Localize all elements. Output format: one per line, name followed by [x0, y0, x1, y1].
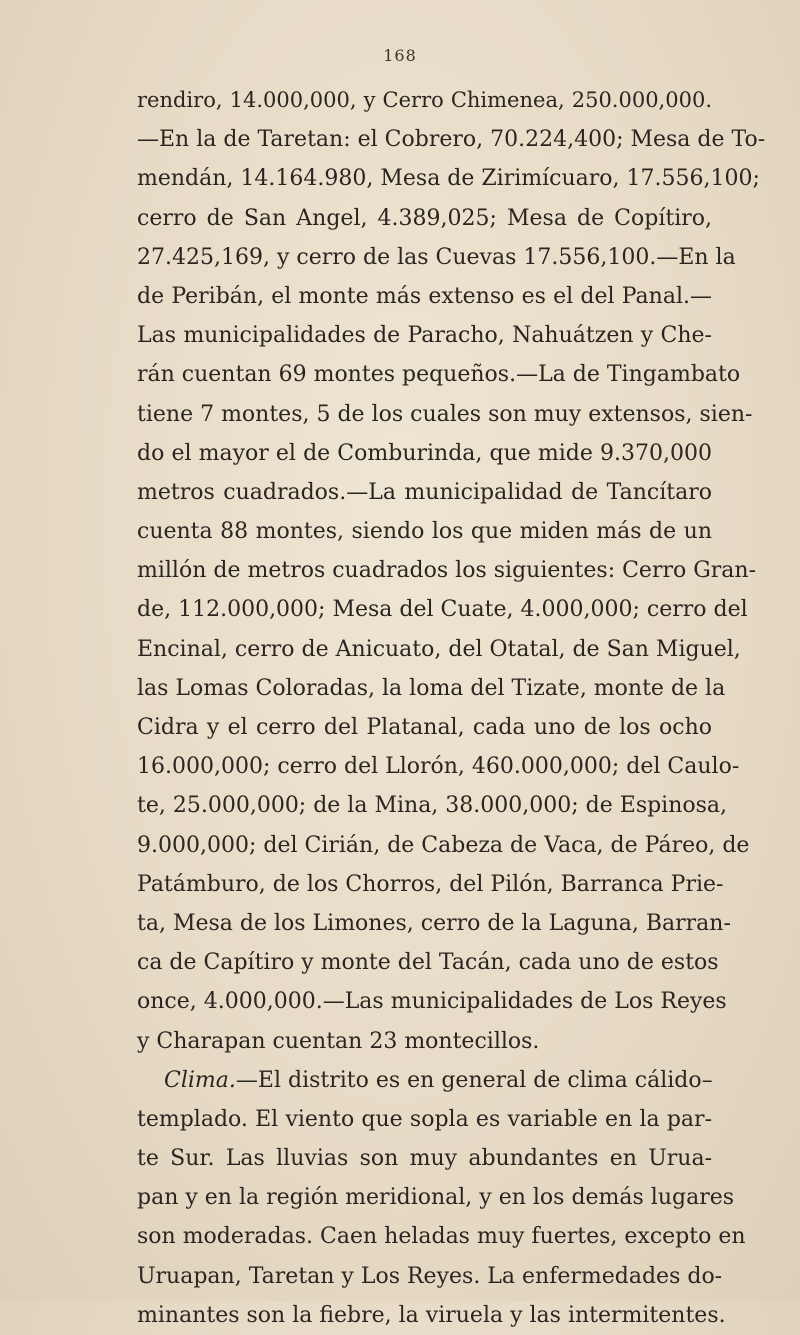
- text-line: cerro de San Angel, 4.389,025; Mesa de Copítiro,: [137, 205, 712, 231]
- text-line: ca de Capítiro y monte del Tacán, cada uno de estos: [137, 950, 719, 976]
- clima-first-line: —El distrito es en general de clima cálido–: [235, 1067, 713, 1093]
- text-line: rán cuentan 69 montes pequeños.—La de Tingambato: [137, 362, 741, 388]
- text-line: Cidra y el cerro del Platanal, cada uno de los ocho: [137, 715, 712, 740]
- text-line: de Peribán, el monte más extenso es el del Panal.—: [137, 283, 712, 309]
- text-line: Uruapan, Taretan y Los Reyes. La enfermedades do-: [137, 1263, 723, 1289]
- text-line: metros cuadrados.—La municipalidad de Tancítaro: [137, 479, 712, 505]
- text-line: pan y en la región meridional, y en los demás lugares: [137, 1185, 735, 1211]
- text-line: do el mayor el de Comburinda, que mide 9.370,000: [137, 440, 712, 466]
- text-line: Encinal, cerro de Anicuato, del Otatal, de San Miguel,: [137, 636, 741, 662]
- text-line: once, 4.000,000.—Las municipalidades de Los Reyes: [137, 989, 727, 1015]
- text-line: Patámburo, de los Chorros, del Pilón, Barranca Prie-: [137, 871, 724, 897]
- text-line: millón de metros cuadrados los siguientes: Cerro Gran-: [137, 558, 757, 584]
- text-line: de, 112.000,000; Mesa del Cuate, 4.000,000; cerro del: [137, 597, 748, 623]
- clima-heading: Clima.: [164, 1067, 236, 1093]
- text-line: son moderadas. Caen heladas muy fuertes, excepto en: [137, 1224, 746, 1250]
- text-line: y Charapan cuentan 23 montecillos.: [137, 1028, 540, 1054]
- clima-paragraph-start: [137, 1061, 712, 1100]
- text-line: te Sur. Las lluvias son muy abundantes en Urua-: [137, 1146, 712, 1172]
- text-line: cuenta 88 montes, siendo los que miden más de un: [137, 519, 712, 545]
- text-line: tiene 7 montes, 5 de los cuales son muy extensos, sien-: [137, 401, 753, 427]
- text-line: ta, Mesa de los Limones, cerro de la Laguna, Barran-: [137, 910, 731, 936]
- text-line: las Lomas Coloradas, la loma del Tizate, monte de la: [137, 675, 726, 701]
- text-line: minantes son la fiebre, la viruela y las intermitentes.: [137, 1302, 726, 1328]
- text-line: templado. El viento que sopla es variable en la par-: [137, 1106, 712, 1132]
- text-line: 9.000,000; del Cirián, de Cabeza de Vaca, de Páreo, de: [137, 832, 750, 858]
- text-line: —En la de Taretan: el Cobrero, 70.224,400; Mesa de To-: [137, 127, 766, 153]
- text-line: 27.425,169, y cerro de las Cuevas 17.556,100.—En la: [137, 244, 736, 270]
- text-line: rendiro, 14.000,000, y Cerro Chimenea, 250.000,000.: [137, 88, 712, 112]
- body-text: [137, 81, 766, 1335]
- page-number: 168: [383, 46, 417, 65]
- text-line: mendán, 14.164.980, Mesa de Zirimícuaro, 17.556,100;: [137, 166, 760, 192]
- text-line: Las municipalidades de Paracho, Nahuátzen y Che-: [137, 323, 712, 349]
- text-line: te, 25.000,000; de la Mina, 38.000,000; de Espinosa,: [137, 793, 728, 819]
- text-line: 16.000,000; cerro del Llorón, 460.000,000; del Caulo-: [137, 754, 740, 780]
